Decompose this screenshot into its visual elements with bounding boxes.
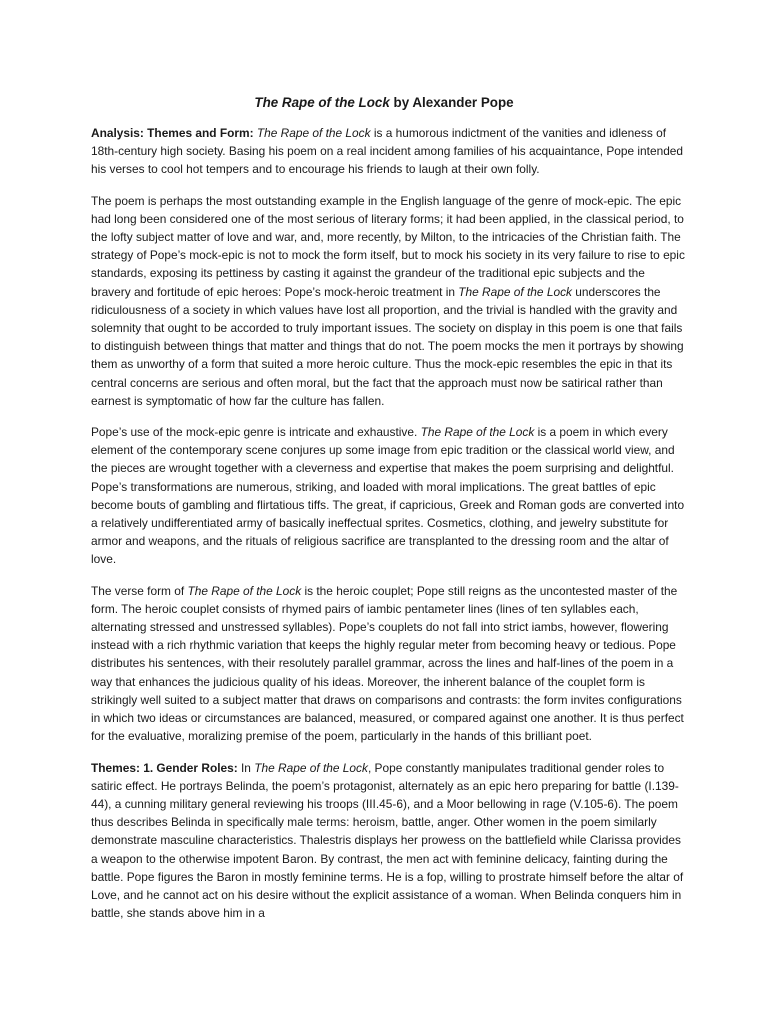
text-run: is the heroic couplet; Pope still reigns as the uncontested master of the form. The heroic couplet consists of rhymed pairs of iambic pentameter lines (lines of ten syllables each, alternating stressed and unstressed syllables). Pope’s couplets do not fall into strict iambs, however, flowering instead with a rich rhythmic variation that keeps the highly regular meter from becoming heavy or tedious. Pope distributes his sentences, with their resolutely parallel grammar, across the lines and half-lines of the poem in a way that enhances the judicious quality of his ideas. Moreover, the inherent balance of the couplet form is strikingly well suited to a subject matter that draws on comparisons and contrasts: the form invites configurations in which two ideas or circumstances are balanced, measured, or compared against one another. It is thus perfect for the evaluative, moralizing premise of the poem, particularly in the hands of this brilliant poet. xyxy=(91,583,684,744)
text-run: In xyxy=(241,760,255,775)
paragraph xyxy=(91,582,685,746)
paragraph xyxy=(91,124,685,179)
title-work: The Rape of the Lock xyxy=(254,95,390,110)
text-run: The Rape of the Lock xyxy=(458,284,572,299)
title-author: by Alexander Pope xyxy=(389,95,514,110)
text-run: The verse form of xyxy=(91,583,188,598)
text-run: Pope’s use of the mock-epic genre is intricate and exhaustive. xyxy=(91,425,421,440)
text-run: is a humorous indictment of the vanities and idleness of 18th-century high society. Basing his poem on a real incident among families of his acquaintance, Pope intended his verses to cool hot tempers and to encourage his friends to laugh at their own folly. xyxy=(91,126,684,177)
text-run: is a poem in which every element of the contemporary scene conjures up some image from epic tradition or the classical world view, and the pieces are wrought together with a cleverness and expertise that makes the poem surprising and delightful. Pope’s transformations are numerous, striking, and loaded with moral implications. The great battles of epic become bouts of gambling and flirtatious tiffs. The great, if capricious, Greek and Roman gods are converted into a relatively undifferentiated army of basically ineffectual sprites. Cosmetics, clothing, and jewelry substitute for armor and weapons, and the rituals of religious sacrifice are transplanted to the dressing room and the altar of love. xyxy=(91,425,685,567)
text-run: Themes: 1. Gender Roles: xyxy=(91,760,241,775)
text-run: The Rape of the Lock xyxy=(256,126,371,140)
text-run: underscores the ridiculousness of a society in which values have lost all proportion, and the trivial is handled with the gravity and solemnity that ought to be accorded to truly important issues. The society on display in this poem is one that fails to distinguish between things that matter and things that do not. The poem mocks the men it portrays by showing them as unworthy of a form that suited a more heroic culture. Thus the mock-epic resembles the epic in that its central concerns are serious and often moral, but the fact that the approach must now be satirical rather than earnest is symptomatic of how far the culture has fallen. xyxy=(91,284,684,408)
document-title xyxy=(0,95,768,111)
paragraph xyxy=(91,759,685,923)
text-run: The Rape of the Lock xyxy=(187,583,302,598)
paragraph xyxy=(91,192,685,410)
text-run: The poem is perhaps the most outstanding example in the English language of the genre of mock-epic. The epic had long been considered one of the most serious of literary forms; it had been applied, in the classical period, to the lofty subject matter of love and war, and, more recently, by Milton, to the intricacies of the Christian faith. The strategy of Pope’s mock-epic is not to mock the form itself, but to mock his society in its very failure to rise to epic standards, exposing its pettiness by casting it against the grandeur of the traditional epic subjects and the bravery and fortitude of epic heroes: Pope’s mock-heroic treatment in xyxy=(91,193,685,299)
text-run: , Pope constantly manipulates traditional gender roles to satiric effect. He portrays Belinda, the poem’s protagonist, alternately as an epic hero preparing for battle (I.139-44), a cunning military general reviewing his troops (III.45-6), and a Moor bellowing in rage (V.105-6). The poem thus describes Belinda in specifically male terms: heroism, battle, anger. Other women in the poem similarly demonstrate masculine characteristics. Thalestris displays her prowess on the battlefield while Clarissa provides a weapon to the otherwise impotent Baron. By contrast, the men act with feminine delicacy, fainting during the battle. Pope figures the Baron in mostly feminine terms. He is a fop, willing to prostrate himself before the altar of Love, and he cannot act on his desire without the explicit assistance of a woman. When Belinda conquers him in battle, she stands above him in a xyxy=(91,760,684,921)
text-run: The Rape of the Lock xyxy=(254,760,368,775)
document-body xyxy=(91,124,685,935)
text-run: Analysis: Themes and Form: xyxy=(91,126,257,140)
paragraph xyxy=(91,423,685,569)
text-run: The Rape of the Lock xyxy=(420,425,535,440)
